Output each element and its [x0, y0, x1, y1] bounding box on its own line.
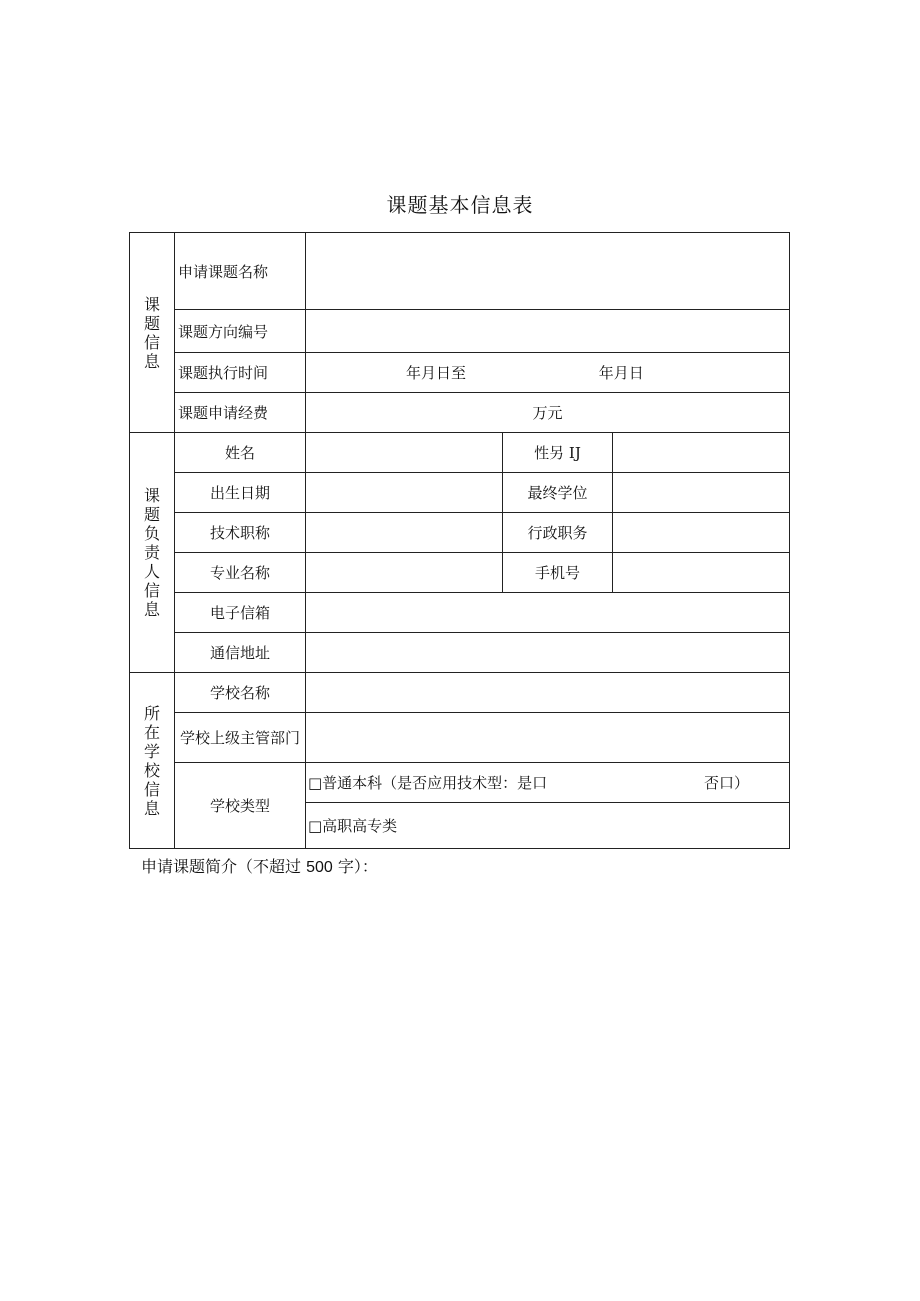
topic-period-field[interactable] — [306, 353, 790, 393]
topic-funding-label: 课题申请经费 — [175, 393, 306, 433]
school-authority-label: 学校上级主管部门 — [175, 713, 306, 763]
summary-limit: 500 — [306, 859, 333, 876]
leader-title-field[interactable] — [306, 513, 503, 553]
leader-address-field[interactable] — [306, 633, 790, 673]
leader-admin-field[interactable] — [613, 513, 790, 553]
school-name-field[interactable] — [306, 673, 790, 713]
section-leader-info: 课题负责人信息 — [130, 433, 175, 673]
leader-email-field[interactable] — [306, 593, 790, 633]
school-type-label: 学校类型 — [175, 763, 306, 849]
topic-name-label: 申请课题名称 — [175, 233, 306, 310]
period-from-text: 年月日至 — [406, 364, 467, 382]
leader-birth-label: 出生日期 — [175, 473, 306, 513]
topic-funding-field[interactable] — [306, 393, 790, 433]
topic-direction-label: 课题方向编号 — [175, 310, 306, 353]
leader-gender-field[interactable] — [613, 433, 790, 473]
topic-direction-field[interactable] — [306, 310, 790, 353]
school-type-option-undergrad[interactable] — [306, 763, 790, 803]
section-topic-info: 课题信息 — [130, 233, 175, 433]
leader-name-field[interactable] — [306, 433, 503, 473]
leader-address-label: 通信地址 — [175, 633, 306, 673]
applied-tech-no-checkbox-text[interactable]: 否口） — [704, 774, 750, 792]
topic-period-label: 课题执行时间 — [175, 353, 306, 393]
leader-phone-label: 手机号 — [503, 553, 613, 593]
leader-major-field[interactable] — [306, 553, 503, 593]
summary-suffix: 字）： — [337, 857, 378, 876]
vocational-checkbox-text: □高职高专类 — [308, 817, 398, 835]
leader-email-label: 电子信箱 — [175, 593, 306, 633]
leader-name-label: 姓名 — [175, 433, 306, 473]
school-name-label: 学校名称 — [175, 673, 306, 713]
undergrad-checkbox-text: □普通本科（是否应用技术型：是口 — [308, 774, 548, 792]
summary-prefix: 申请课题简介（不超过 — [141, 857, 302, 876]
leader-admin-label: 行政职务 — [503, 513, 613, 553]
school-type-option-vocational[interactable] — [306, 803, 790, 849]
leader-degree-field[interactable] — [613, 473, 790, 513]
period-to-text: 年月日 — [598, 364, 644, 382]
leader-title-label: 技术职称 — [175, 513, 306, 553]
leader-phone-field[interactable] — [613, 553, 790, 593]
leader-birth-field[interactable] — [306, 473, 503, 513]
leader-degree-label: 最终学位 — [503, 473, 613, 513]
section-school-info: 所在学校信息 — [130, 673, 175, 849]
page-title: 课题基本信息表 — [386, 193, 534, 217]
funding-unit-text: 万元 — [532, 404, 563, 422]
leader-major-label: 专业名称 — [175, 553, 306, 593]
basic-info-table — [129, 232, 790, 849]
summary-label — [141, 854, 378, 877]
school-authority-field[interactable] — [306, 713, 790, 763]
leader-gender-label: 性另 IJ — [503, 433, 613, 473]
topic-name-field[interactable] — [306, 233, 790, 310]
